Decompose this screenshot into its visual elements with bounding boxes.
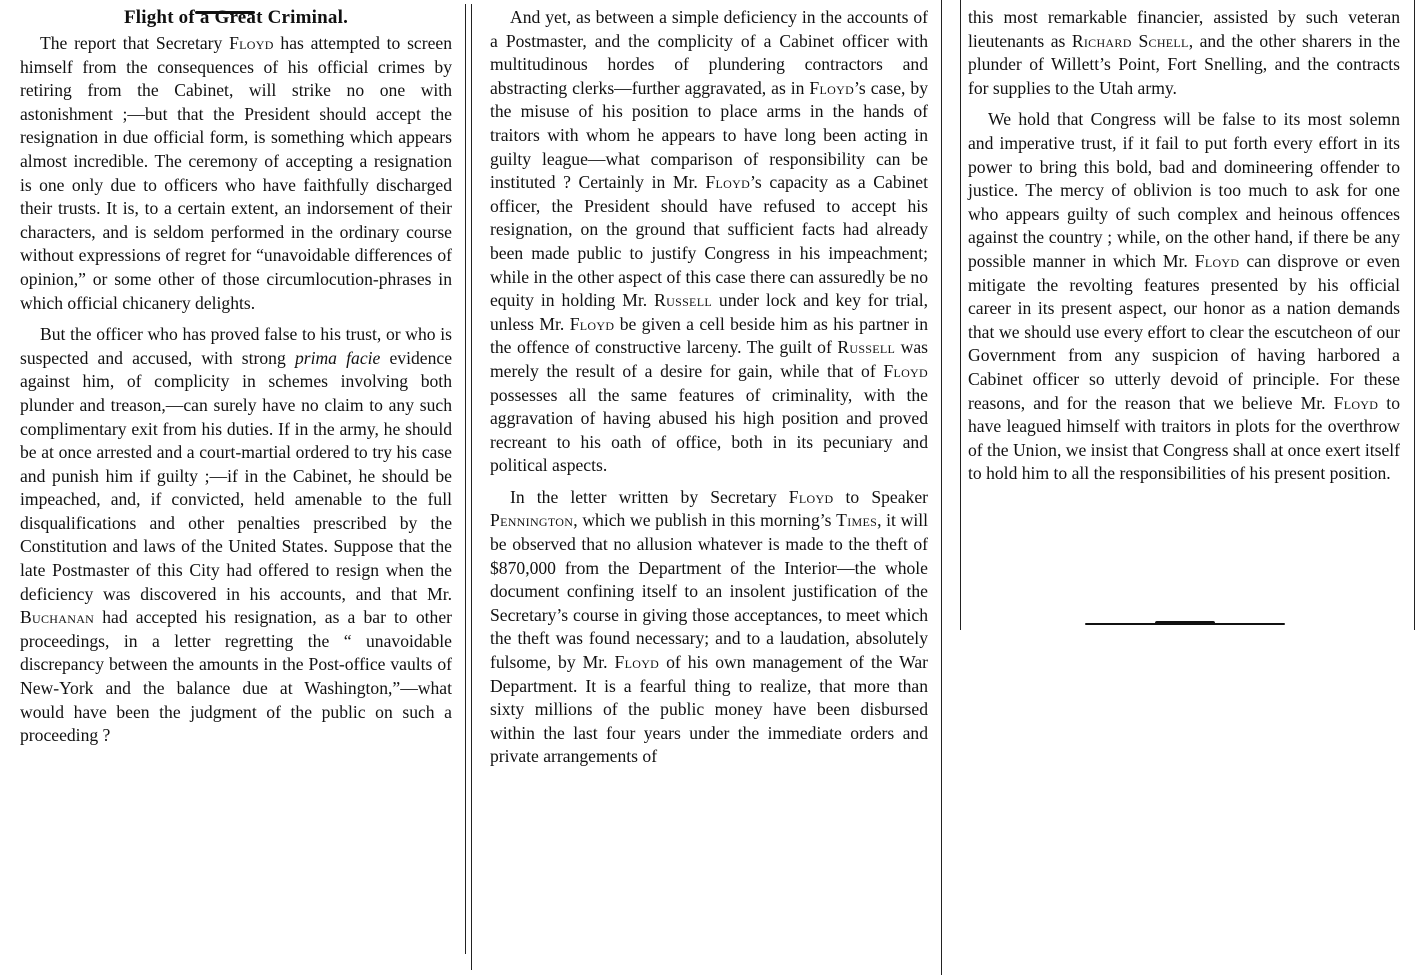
- name-floyd: Floyd: [1333, 392, 1379, 413]
- name-floyd: Floyd: [569, 313, 615, 334]
- name-buchanan: Buchanan: [20, 607, 95, 628]
- column-rule: [471, 4, 472, 970]
- name-russell: Russell: [654, 290, 712, 311]
- paragraph: this most remarkable financier, assisted by such veteran lieutenants as Richard Schell, and the other sharers in the plunder of Willett’s Point, Fort Snelling, and the contracts for supplies to the Utah army.: [968, 7, 1400, 98]
- paragraph: We hold that Congress will be false to its most solemn and imperative trust, if it fail to put forth every effort in its power to bring this bold, bad and domineering offender to justice. The mercy of oblivion is too much to ask for one who appears guilty of such complex and heinous offences against the country ; while, on the other hand, if there be any possible manner in which Mr. Floyd can disprove or even mitigate the revolting features presented by his official career in its present aspect, our honor as a nation demands that we should use every effort to clear the escutcheon of our Government from any suspicion of having harbored a Cabinet officer so utterly devoid of principle. For these reasons, and for the reason that we believe Mr. Floyd to have leagued himself with traitors in plots for the overthrow of the Union, we insist that Congress shall at once exert itself to hold him to all the responsibilities of his present position.: [968, 109, 1401, 484]
- paragraph: But the officer who has proved false to his trust, or who is suspected and accused, with strong prima facie evidence against him, of complicity in schemes involving both plunder and treason,—can surely have no claim to any such complimentary exit from his duties. If in the army, he should be at once arrested and a court-martial ordered to try his case and punish him if guilty ;—if in the Cabinet, he should be impeached, and, if convicted, held amenable to the full disqualifications and other penalties prescribed by the Constitution and laws of the United States. Suppose that the late Postmaster of this City had offered to resign when the deficiency was discovered in his accounts, and that Mr. Buchanan had accepted his resignation, as a bar to other proceedings, in a letter regretting the “ unavoidable discrepancy between the amounts in the Post-office vaults of New-York and the balance due at Washington,”—what would have been the judgment of the public on such a proceeding ?: [20, 324, 453, 746]
- name-floyd: Floyd: [788, 486, 834, 507]
- italic-phrase: prima facie: [294, 347, 381, 368]
- name-floyd: Floyd: [229, 33, 274, 53]
- article-headline: Flight of a Great Criminal.: [123, 7, 349, 28]
- column-rule: [941, 0, 942, 975]
- name-floyd: Floyd: [809, 77, 855, 98]
- paragraph: In the letter written by Secretary Floyd to Speaker Pennington, which we publish in this morning’s Times, it will be observed that no allusion whatever is made to the theft of $870,000 from the Department of the Interior—the whole document confining itself to an insolent justification of the Secretary’s course in giving those acceptances, to meet which the theft was found necessary; and to a laudation, absolutely fulsome, by Mr. Floyd of his own management of the War Department. It is a fearful thing to realize, that more than sixty millions of the public money have been disbursed within the last four years under the immediate orders and private arrangements of: [490, 486, 928, 767]
- article-column-1: [20, 6, 452, 748]
- column-rule: [465, 4, 466, 954]
- name-pennington: Pennington: [490, 510, 574, 531]
- column-rule: [1414, 0, 1415, 630]
- column-rule: [960, 0, 961, 630]
- name-richard-schell: Richard Schell: [1071, 30, 1189, 51]
- paragraph: And yet, as between a simple deficiency in the accounts of a Postmaster, and the complicity of a Cabinet officer with multitudinous hordes of plundering contractors and abstracting clerks—further aggravated, as in Floyd’s case, by the misuse of his position to place arms in the hands of traitors with whom he appears to have long been acting in guilty league—what comparison of responsibility can be instituted ? Certainly in Mr. Floyd’s capacity as a Cabinet officer, the President should have refused to accept his resignation, on the ground that sufficient facts had already been made public to justify Congress in his impeachment; while in the other aspect of this case there can assuredly be no equity in holding Mr. Russell under lock and key for trial, unless Mr. Floyd be given a cell beside him as his partner in the offence of constructive larceny. The guilt of Russell was merely the result of a desire for gain, while that of Floyd possesses all the same features of criminality, with the aggravation of having abused his high position and proved recreant to his oath of office, both in its pecuniary and political aspects.: [490, 7, 929, 476]
- article-column-3: [968, 6, 1400, 486]
- name-floyd: Floyd: [1194, 250, 1240, 271]
- name-floyd: Floyd: [614, 652, 660, 673]
- article-column-2: [490, 6, 928, 769]
- paragraph: The report that Secretary Floyd has attempted to screen himself from the consequences of his official crimes by retiring from the Cabinet, will strike no one with astonishment ;—but that the President should accept the resignation in due official form, is something which appears almost incredible. The ceremony of accepting a resignation is one only due to officers who have faithfully discharged their trusts. It is, to a certain extent, an indorsement of their characters, and is seldom performed in the ordinary course without expressions of regret for “unavoidable differences of opinion,” or some other of those circumlocution-phrases in which official chicanery delights.: [20, 33, 453, 313]
- name-floyd: Floyd: [883, 360, 928, 381]
- newspaper-name: Times: [836, 510, 878, 531]
- name-russell: Russell: [837, 337, 896, 358]
- name-floyd: Floyd: [705, 172, 751, 193]
- article-end-rule: [1085, 623, 1285, 625]
